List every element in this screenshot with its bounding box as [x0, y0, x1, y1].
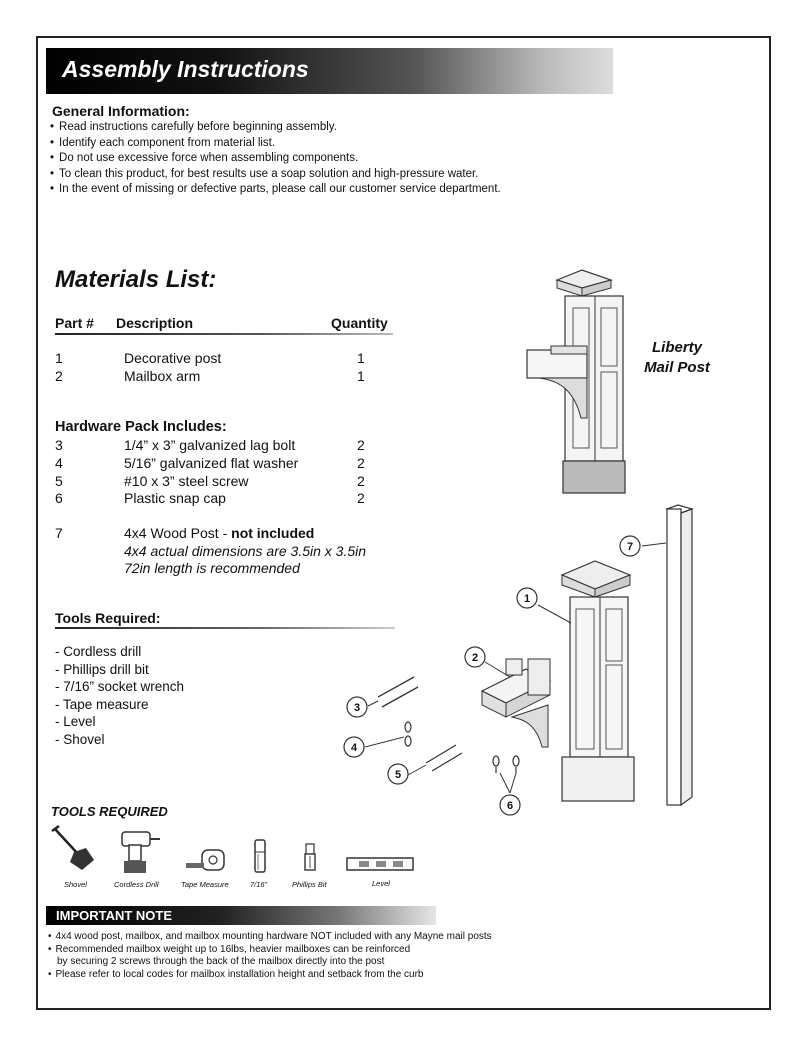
part-number: 7 — [55, 525, 63, 541]
list-item-continued: by securing 2 screws through the back of the mailbox directly into the post — [57, 956, 385, 967]
level-label: Level — [372, 879, 390, 888]
list-item: • To clean this product, for best results use a soap solution and high-pressure water. — [50, 167, 501, 183]
wood-post-label: 4x4 Wood Post - — [124, 525, 232, 541]
part-header: Part # — [55, 315, 94, 331]
header-divider — [55, 333, 393, 335]
decorative-post-drawing — [562, 561, 634, 801]
part-quantity: 1 — [357, 350, 365, 366]
list-item: • Recommended mailbox weight up to 16lbs, heavier mailboxes can be reinforced — [48, 944, 492, 957]
washers-drawing — [405, 722, 411, 746]
callout-6: 6 — [506, 800, 514, 812]
part-quantity: 2 — [357, 455, 365, 471]
part-number: 4 — [55, 455, 63, 471]
hardware-pack-title: Hardware Pack Includes: — [55, 419, 227, 435]
callout-3: 3 — [353, 702, 361, 714]
title-banner — [46, 48, 613, 94]
important-note-list — [48, 931, 492, 981]
list-item: - Shovel — [55, 731, 105, 747]
lag-bolts-drawing — [378, 677, 418, 707]
list-item: • Please refer to local codes for mailbox installation height and setback from the curb — [48, 969, 492, 982]
screws-drawing — [426, 745, 462, 771]
important-note-title: IMPORTANT NOTE — [56, 908, 173, 923]
part-number: 3 — [55, 437, 63, 453]
page-title: Assembly Instructions — [62, 56, 309, 82]
callout-1: 1 — [523, 593, 531, 605]
list-item: - 7/16” socket wrench — [55, 679, 185, 694]
list-item: - Level — [55, 714, 96, 729]
part-number: 2 — [55, 368, 63, 384]
tools-list — [55, 643, 184, 748]
product-name-line-2: Mail Post — [644, 359, 710, 376]
part-quantity: 1 — [357, 368, 365, 384]
not-included-label: not included — [231, 525, 315, 541]
list-item: - Phillips drill bit — [55, 661, 149, 677]
part-description: Decorative post — [124, 350, 222, 366]
level-icon — [346, 856, 416, 872]
materials-list-title: Materials List: — [55, 266, 217, 293]
product-name — [638, 338, 716, 378]
part-description: Plastic snap cap — [124, 490, 226, 506]
tape-measure-icon — [186, 848, 226, 872]
wood-post-dimensions: 4x4 actual dimensions are 3.5in x 3.5in — [124, 543, 367, 559]
part-number: 1 — [55, 350, 63, 366]
important-note-banner — [46, 906, 436, 925]
tools-required-title: Tools Required: — [55, 610, 161, 626]
mailbox-arm-drawing — [482, 659, 550, 747]
part-quantity: 2 — [357, 490, 365, 506]
part-quantity: 2 — [357, 437, 365, 453]
tape-measure-label: Tape Measure — [181, 880, 229, 889]
tools-icons-title: TOOLS REQUIRED — [51, 804, 168, 819]
callout-4: 4 — [350, 742, 358, 754]
shovel-icon — [52, 826, 102, 874]
part-quantity: 2 — [357, 473, 365, 489]
callout-5: 5 — [394, 769, 402, 781]
wood-post-drawing — [667, 505, 692, 805]
callout-7: 7 — [626, 541, 634, 553]
shovel-label: Shovel — [64, 880, 87, 889]
drill-icon — [117, 828, 163, 876]
description-header: Description — [116, 315, 194, 331]
product-name-line-1: Liberty — [651, 339, 702, 356]
part-description: 1/4” x 3” galvanized lag bolt — [124, 437, 296, 453]
part-number: 5 — [55, 473, 63, 489]
general-info-title: General Information: — [52, 103, 190, 119]
part-description: #10 x 3” steel screw — [124, 473, 249, 489]
list-item: • 4x4 wood post, mailbox, and mailbox mounting hardware NOT included with any Mayne mail posts — [48, 931, 492, 944]
phillips-bit-icon — [302, 842, 318, 876]
quantity-header: Quantity — [331, 315, 388, 331]
socket-label: 7/16” — [250, 880, 268, 889]
part-number: 6 — [55, 490, 63, 506]
list-item: • Read instructions carefully before beginning assembly. — [50, 120, 501, 136]
list-item: • Identify each component from material list. — [50, 136, 501, 152]
snap-caps-drawing — [493, 756, 519, 773]
wood-post-length: 72in length is recommended — [124, 560, 300, 576]
part-description: 5/16” galvanized flat washer — [124, 455, 299, 471]
list-item: - Tape measure — [55, 696, 149, 712]
part-description: Mailbox arm — [124, 368, 201, 384]
list-item: • Do not use excessive force when assembling components. — [50, 151, 501, 167]
socket-icon — [253, 838, 267, 874]
liberty-mail-post-illustration — [525, 268, 635, 496]
list-item: • In the event of missing or defective parts, please call our customer service department. — [50, 182, 501, 198]
phillips-bit-label: Phillips Bit — [292, 880, 327, 889]
drill-label: Cordless Drill — [114, 880, 159, 889]
general-info-list — [50, 120, 501, 198]
list-item: - Cordless drill — [55, 644, 142, 659]
part-description — [124, 525, 314, 541]
callout-2: 2 — [471, 652, 479, 664]
assembly-diagram — [340, 505, 740, 815]
